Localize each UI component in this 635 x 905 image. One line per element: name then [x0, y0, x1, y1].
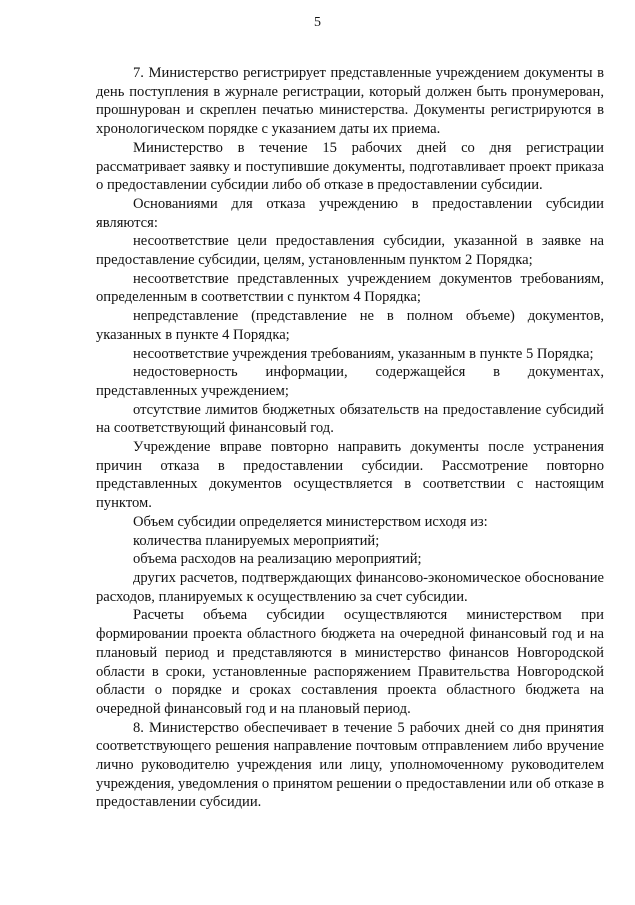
paragraph-refusal-grounds: Основаниями для отказа учреждению в предоставлении субсидии являются:	[96, 195, 604, 231]
list-item-unreliable-info: недостоверность информации, содержащейся в документах, представленных учреждением;	[96, 364, 604, 399]
list-item-other-calculations: других расчетов, подтверждающих финансово-экономическое обоснование расходов, планируемых к осуществлению за счет субсидии.	[96, 569, 604, 605]
paragraph-review-period: Министерство в течение 15 рабочих дней со дня регистрации рассматривает заявку и поступившие документы, подготавливает проект приказа о предоставлении субсидии либо об отказе в предоставлении субсидии.	[96, 139, 604, 194]
list-item-documents-mismatch: несоответствие представленных учреждением документов требованиям, определенным в соответствии с пунктом 4 Порядка;	[96, 270, 604, 306]
paragraph-notification: 8. Министерство обеспечивает в течение 5 рабочих дней со дня принятия соответствующего решения направление почтовым отправлением либо вручение лично руководителю учреждения или лицу, уполномоченному руководителем учреждения, уведомления о принятом решении о предоставлении или об отказе в предоставлении субсидии.	[96, 719, 604, 811]
list-item-goal-mismatch: несоответствие цели предоставления субсидии, указанной в заявке на предоставление субсидии, целям, установленным пунктом 2 Порядка;	[96, 233, 604, 269]
paragraph-calculations: Расчеты объема субсидии осуществляются министерством при формировании проекта областного бюджета на очередной финансовый год и на плановый период и представляются в министерство финансов Новгородской области в сроки, установленные распоряжением Правительства Новгородской области о порядке и сроках составления проекта областного бюджета на очередной финансовый год и на плановый период.	[96, 607, 604, 717]
list-item-events-count: количества планируемых мероприятий;	[133, 532, 380, 549]
paragraph-resubmission: Учреждение вправе повторно направить документы после устранения причин отказа в предоставлении субсидии. Рассмотрение повторно представленных документов осуществляется в соответствии с настоящим пунктом.	[96, 439, 604, 512]
list-item-expenses: объема расходов на реализацию мероприятий;	[133, 551, 422, 568]
page-number: 5	[314, 15, 321, 30]
list-item-institution-mismatch: несоответствие учреждения требованиям, указанным в пункте 5 Порядка;	[133, 345, 594, 362]
document-body	[96, 64, 604, 812]
paragraph-registration: 7. Министерство регистрирует представленные учреждением документы в день поступления в журнале регистрации, который должен быть пронумерован, прошнурован и скреплен печатью министерства. Документы регистрируются в хронологическом порядке с указанием даты их приема.	[96, 65, 604, 138]
list-item-documents-missing: непредставление (представление не в полном объеме) документов, указанных в пункте 4 Порядка;	[96, 308, 604, 343]
paragraph-subsidy-volume: Объем субсидии определяется министерством исходя из:	[133, 513, 488, 530]
list-item-no-limits: отсутствие лимитов бюджетных обязательств на предоставление субсидий на соответствующий финансовый год.	[96, 401, 604, 437]
